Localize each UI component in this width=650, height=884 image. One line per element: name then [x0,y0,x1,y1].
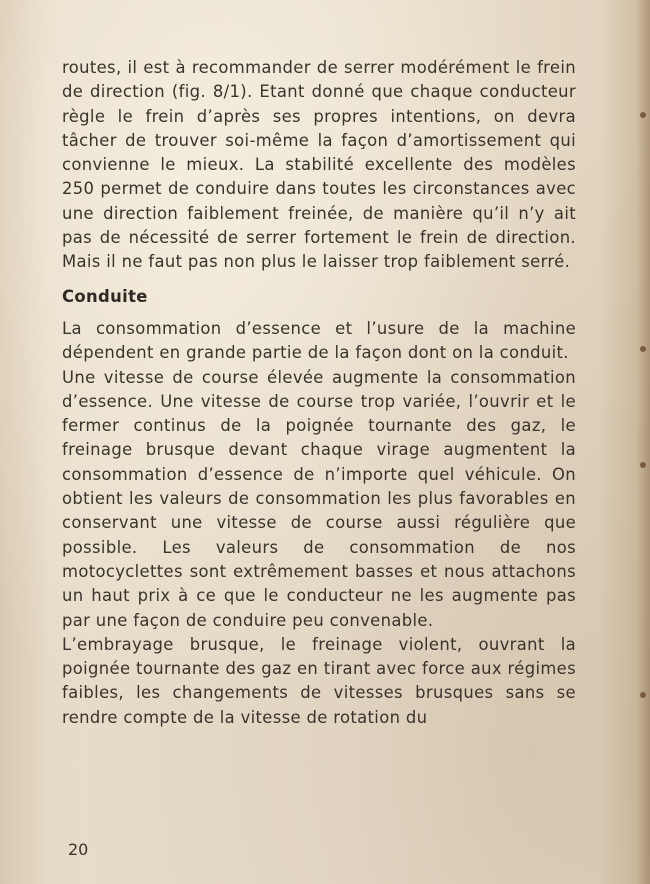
binding-hole-mark [640,346,646,352]
paragraph-clutch: L’embrayage brusque, le freinage violent, ouvrant la poignée tournante des gaz en tirant avec force aux régimes faibles, les changements de vitesses brusques sans se rendre compte de la vitesse de rotation du [62,634,576,727]
page-body [62,56,576,730]
paragraph-steering-brake: routes, il est à recommander de serrer modérément le frein de direction (fig. 8/1). Etant donné que chaque conducteur règle le frein d’après ses propres intentions, on devra tâcher de trouver soi-même la façon d’amortissement qui convienne le mieux. La stabilité excellente des modèles 250 permet de conduire dans toutes les circonstances avec une direction faiblement freinée, de manière qu’il n’y ait pas de nécessité de serrer fortement le frein de direction. Mais il ne faut pas non plus le laisser trop faiblement serré. [62,58,576,272]
paragraph-intro: La consommation d’essence et l’usure de la machine dépendent en grande partie de la façon dont on la conduit. [62,318,576,363]
paragraph-fuel-consumption: Une vitesse de course élevée augmente la consommation d’essence. Une vitesse de course trop variée, l’ouvrir et le fermer continus de la poignée tournante des gaz, le freinage brusque devant chaque virage augmentent la consommation d’essence de n’importe quel véhicule. On obtient les valeurs de consommation les plus favorables en conservant une vitesse de course aussi régulière que possible. Les valeurs de consommation de nos motocyclettes sont extrêmement basses et nous attachons un haut prix à ce que le conducteur ne les augmente pas par une façon de conduire peu convenable. [62,367,576,630]
section-heading: Conduite [62,286,148,306]
page-number: 20 [68,840,89,859]
binding-hole-mark [640,462,646,468]
binding-hole-mark [640,692,646,698]
binding-hole-mark [640,112,646,118]
